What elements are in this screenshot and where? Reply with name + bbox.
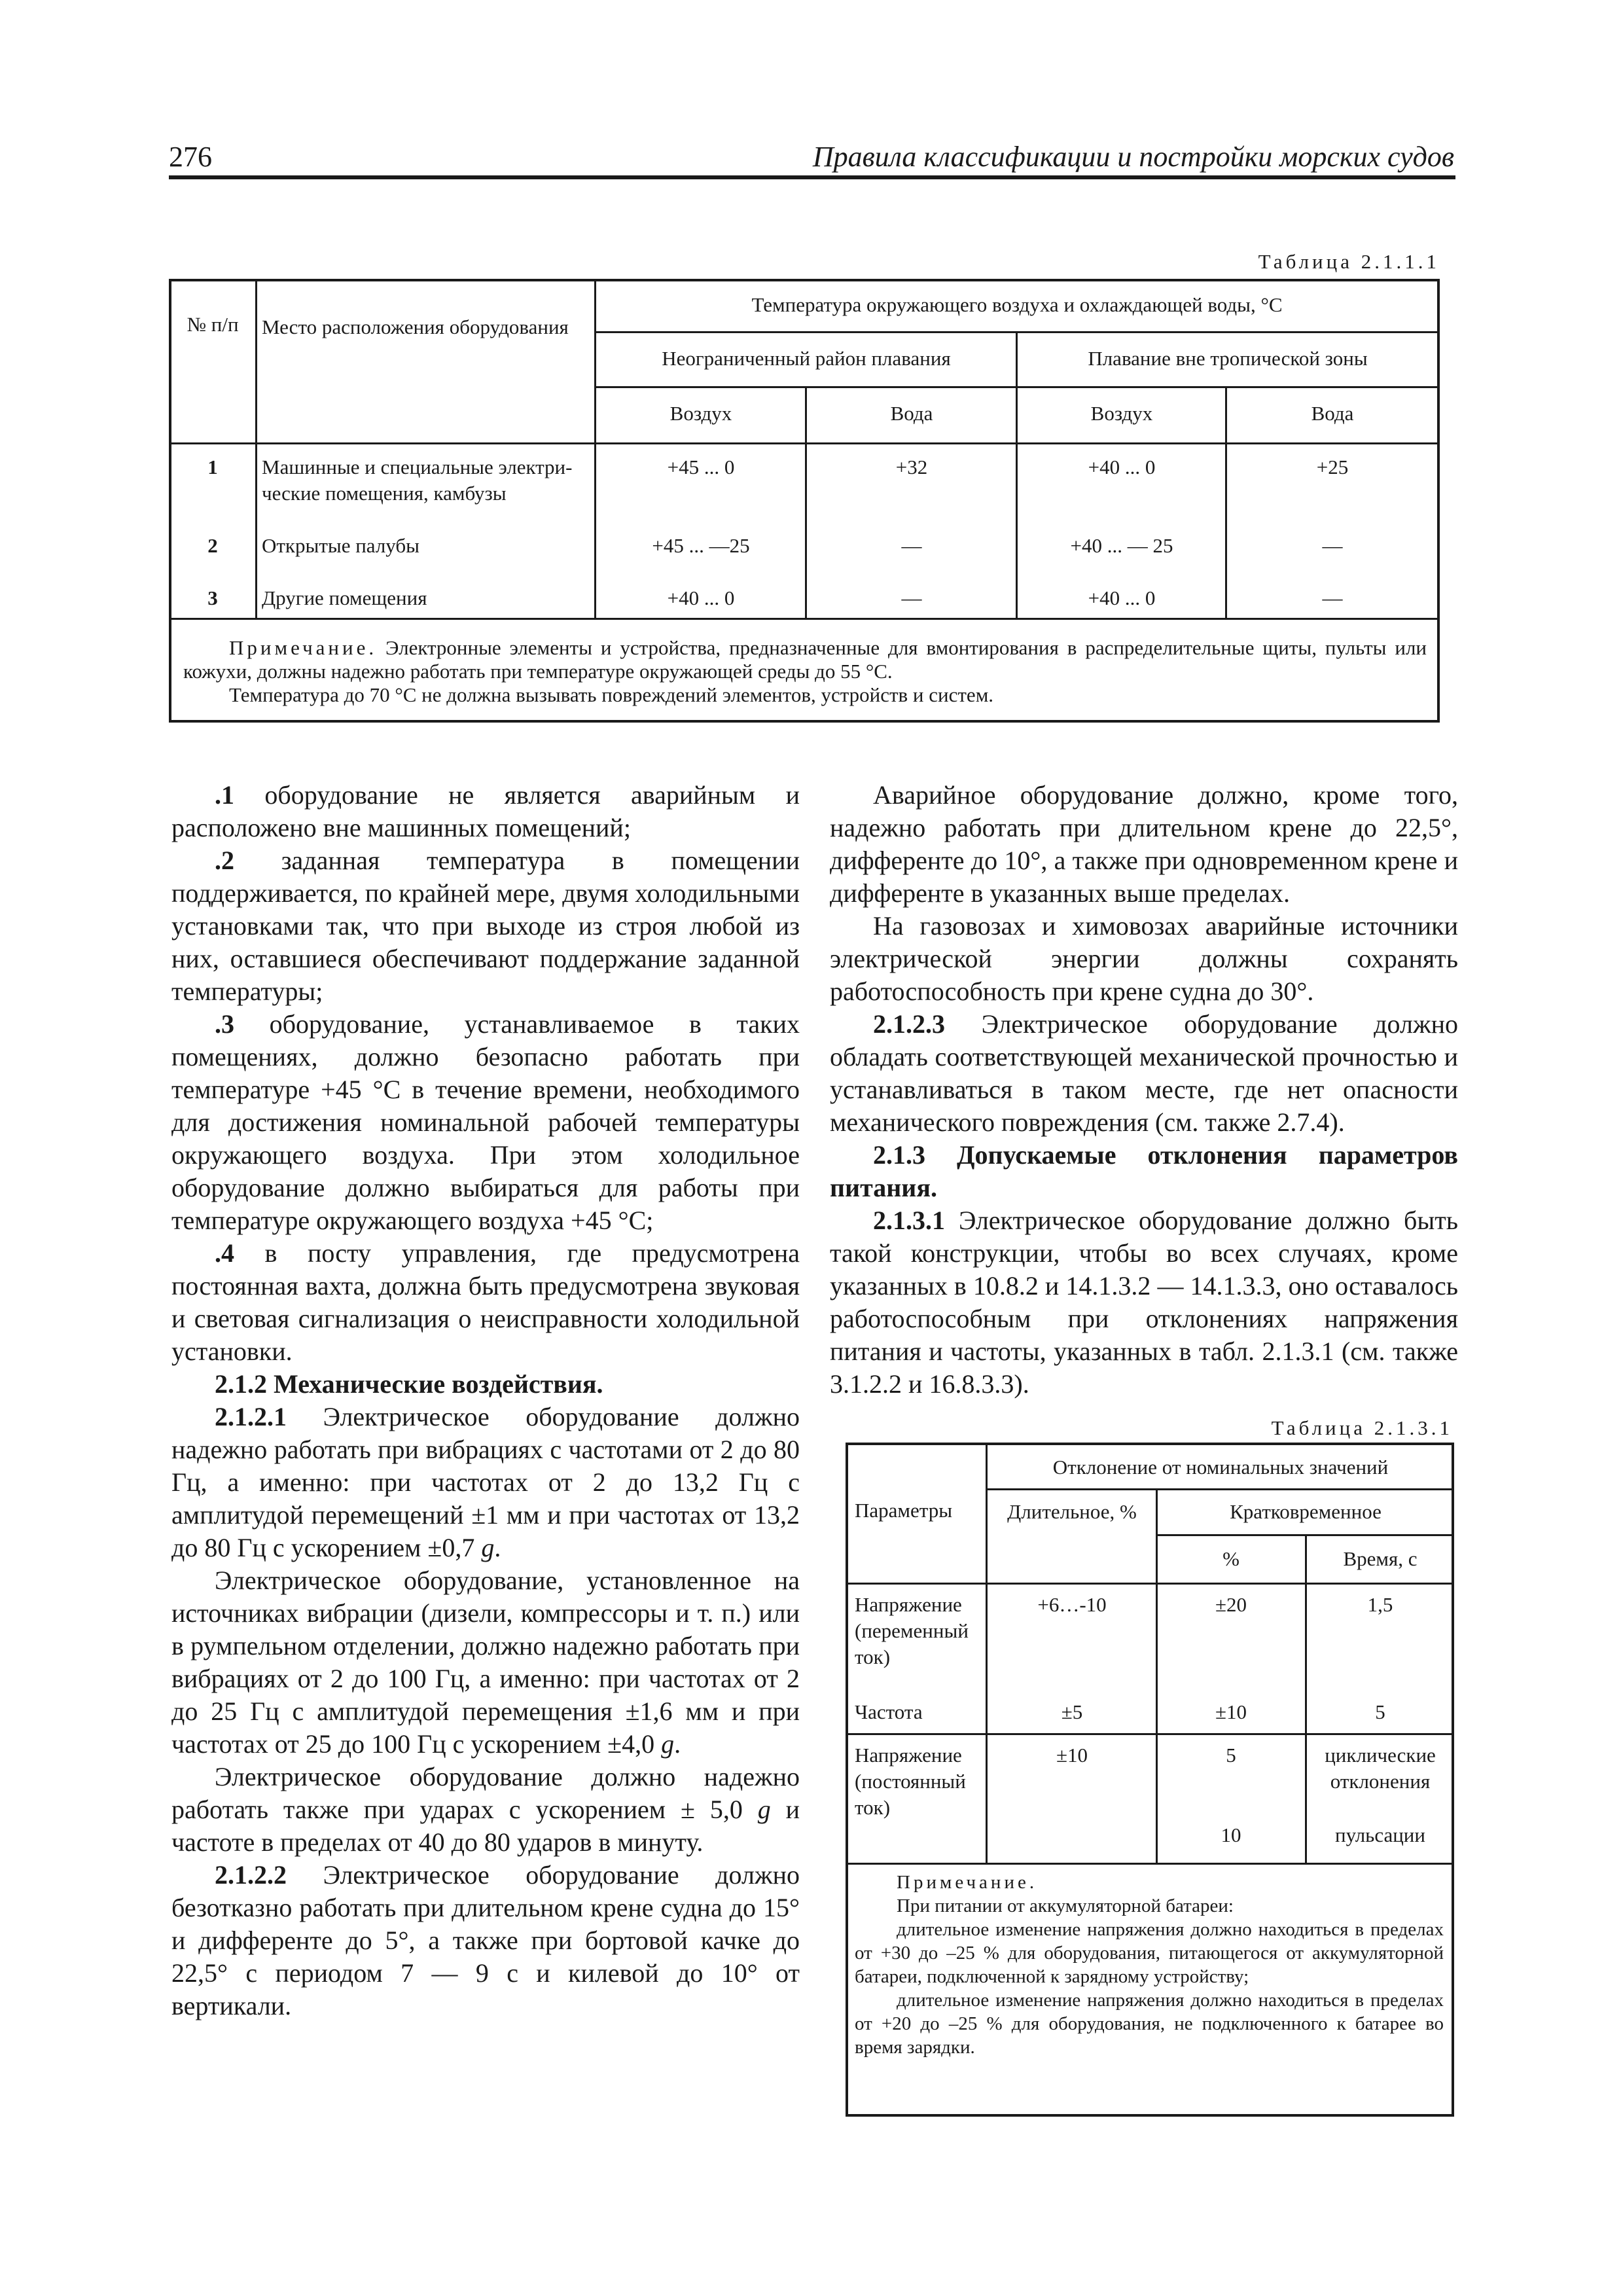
- paragraph: .2 заданная температура в помещении поддерживается, по крайней мере, двумя холодильными установками так, что при выходе из строя любой из них, оставшиеся обеспечивают поддержание заданной температуры;: [171, 846, 800, 1006]
- t2-header-long: Длительное, %: [1007, 1500, 1137, 1523]
- t2-row-value: 10: [1221, 1823, 1241, 1846]
- t2-row-value: пульсации: [1334, 1823, 1425, 1846]
- t1-header-num: № п/п: [187, 313, 239, 336]
- paragraph: 2.1.2.1 Электрическое оборудование должно надежно работать при вибрациях с частотами от 2 до 80 Гц, а именно: при частотах от 2 до 13,2 Гц с амплитудой перемещений ±1 мм и при частотах от 13,2 до 80 Гц с ускорением ±0,7 g.: [171, 1402, 800, 1562]
- t1-note-text2: Температура до 70 °C не должна вызывать повреждений элементов, устройств и систем.: [229, 683, 994, 706]
- t1-line: [594, 279, 596, 619]
- t1-header-water: Вода: [1311, 402, 1354, 425]
- t1-row-num: 2: [207, 534, 218, 557]
- t2-row-name: Частота: [855, 1700, 923, 1723]
- t1-row-value: —: [901, 534, 922, 557]
- paragraph: .1 оборудование не является аварийным и расположено вне машинных помещений;: [171, 780, 800, 842]
- t1-header-air: Воздух: [1090, 402, 1153, 425]
- t1-row-value: +45 ... —25: [652, 534, 750, 557]
- t1-row-value: +40 ... 0: [1088, 586, 1156, 609]
- t2-row-value: +6…-10: [1037, 1593, 1107, 1616]
- paragraph: 2.1.2.2 Электрическое оборудование должно безотказно работать при длительном крене судна до 15° и дифференте до 5°, а также при бортовой качке до 22,5° с периодом 7 — 9 с и килевой до 10° от вертикали.: [171, 1860, 800, 2020]
- t1-note-text: Электронные элементы и устройства, предназначенные для вмонтирования в распределительные щиты, пульты или кожухи, должны надежно работать при температуре окружающей среды до 55 °C.: [183, 636, 1427, 683]
- t2-note-line: При питании от аккумуляторной батареи:: [897, 1895, 1234, 1916]
- right-column: [830, 779, 1458, 1401]
- paragraph: 2.1.3.1 Электрическое оборудование должно быть такой конструкции, чтобы во всех случаях, кроме указанных в 10.8.2 и 14.1.3.2 — 14.1.3.3, оно оставалось работоспособным при отклонениях напряжения питания и частоты, указанных в табл. 2.1.3.1 (см. также 3.1.2.2 и 16.8.3.3).: [830, 1206, 1458, 1399]
- header-rule: [169, 175, 1455, 179]
- paragraph: 2.1.2.3 Электрическое оборудование должно обладать соответствующей механической прочностью и устанавливаться в таком месте, где нет опасности механического повреждения (см. также 2.7.4).: [830, 1009, 1458, 1137]
- t1-row-value: +40 ... — 25: [1070, 534, 1173, 557]
- t1-line: [805, 386, 807, 619]
- t1-row-value: +40 ... 0: [667, 586, 735, 609]
- t1-row-value: +40 ... 0: [1088, 456, 1156, 478]
- table1-caption: Таблица 2.1.1.1: [1258, 250, 1440, 273]
- t1-row-value: —: [1322, 586, 1343, 609]
- t2-line: [1156, 1488, 1158, 1864]
- t1-header-nontropic: Плавание вне тропической зоны: [1088, 347, 1368, 370]
- t2-note-line: длительное изменение напряжения должно находиться в пределах от +30 до –25 % для оборудования, питающегося от аккумуляторной батареи, подключенной к зарядному устройству;: [855, 1919, 1444, 1987]
- t2-note: [855, 1871, 1444, 2059]
- t2-line: [846, 1733, 1454, 1735]
- t1-row-place: Открытые палубы: [262, 534, 419, 557]
- t2-row-value: 5: [1226, 1744, 1236, 1767]
- t1-line: [169, 618, 1440, 620]
- t2-row-value: ±5: [1061, 1700, 1083, 1723]
- t2-header-params: Параметры: [855, 1499, 953, 1522]
- t2-note-line: длительное изменение напряжения должно находиться в пределах от +20 до –25 % для оборудования, не подключенного к батарее во время зарядки.: [855, 1990, 1444, 2058]
- t1-header-air: Воздух: [669, 402, 732, 425]
- t2-line: [846, 1863, 1454, 1865]
- t1-note-label: Примечание.: [229, 636, 378, 659]
- t1-row-num: 3: [207, 586, 218, 609]
- t1-line: [1225, 386, 1227, 619]
- t2-row-value: ±10: [1215, 1700, 1247, 1723]
- t1-line: [1016, 331, 1018, 619]
- t2-row-value: 5: [1375, 1700, 1385, 1723]
- t2-row-value: циклические отклонения: [1325, 1744, 1436, 1793]
- t1-row-num: 1: [207, 456, 218, 478]
- t2-line: [986, 1443, 988, 1864]
- table2-caption: Таблица 2.1.3.1: [1271, 1416, 1453, 1439]
- t1-row-value: —: [901, 586, 922, 609]
- t1-row-value: +45 ... 0: [667, 456, 735, 478]
- t2-header-dev: Отклонение от номинальных значений: [1052, 1456, 1389, 1479]
- paragraph: Электрическое оборудование должно надежно работать также при ударах с ускорением ± 5,0 g и частоте в пределах от 40 до 80 ударов в минуту.: [171, 1762, 800, 1857]
- running-title: Правила классификации и постройки морских судов: [812, 141, 1454, 173]
- t1-line: [255, 279, 257, 619]
- t2-header-short: Кратковременное: [1230, 1500, 1382, 1523]
- t1-header-unlimited: Неограниченный район плавания: [662, 347, 951, 370]
- t1-row-place: Другие помещения: [262, 586, 427, 609]
- paragraph: .3 оборудование, устанавливаемое в таких помещениях, должно безопасно работать при температуре +45 °C в течение времени, необходимого для достижения номинальной рабочей температуры окружающего воздуха. При этом холодильное оборудование должно выбираться для работы при температуре окружающего воздуха +45 °C;: [171, 1009, 800, 1235]
- t2-header-time: Время, с: [1343, 1547, 1418, 1570]
- left-column: [171, 779, 800, 2022]
- t2-line: [986, 1488, 1454, 1490]
- t1-line: [169, 442, 1440, 444]
- t2-row-value: ±10: [1056, 1744, 1088, 1767]
- t2-note-label: Примечание.: [897, 1872, 1038, 1893]
- page-number: 276: [169, 141, 212, 173]
- t2-line: [846, 1583, 1454, 1585]
- section-heading: 2.1.2 Механические воздействия.: [215, 1369, 603, 1399]
- t2-row-name: Напряжение (переменный ток): [855, 1593, 969, 1668]
- t1-header-temp: Температура окружающего воздуха и охлаждающей воды, °C: [751, 293, 1283, 316]
- t2-header-pct: %: [1222, 1547, 1240, 1570]
- t1-row-value: +32: [895, 456, 928, 478]
- t2-row-value: 1,5: [1367, 1593, 1393, 1616]
- t1-row-place: Машинные и специальные электри- ческие помещения, камбузы: [262, 456, 573, 505]
- t1-row-value: —: [1322, 534, 1343, 557]
- t1-header-place: Место расположения оборудования: [262, 315, 569, 338]
- paragraph: На газовозах и химовозах аварийные источники электрической энергии должны сохранять работоспособность при крене судна до 30°.: [830, 911, 1458, 1006]
- t1-note: [183, 636, 1427, 707]
- section-heading: 2.1.3 Допускаемые отклонения параметров питания.: [830, 1140, 1458, 1202]
- t2-row-value: ±20: [1215, 1593, 1247, 1616]
- paragraph: .4 в посту управления, где предусмотрена постоянная вахта, должна быть предусмотрена звуковая и световая сигнализация о неисправности холодильной установки.: [171, 1238, 800, 1366]
- t1-row-value: +25: [1316, 456, 1349, 478]
- t1-line: [594, 386, 1440, 388]
- t1-header-water: Вода: [890, 402, 933, 425]
- paragraph: Электрическое оборудование, установленное на источниках вибрации (дизели, компрессоры и т. п.) или в румпельном отделении, должно надежно работать при вибрациях от 2 до 100 Гц, а именно: при частотах от 2 до 25 Гц с амплитудой перемещения ±1,6 мм и при частотах от 25 до 100 Гц с ускорением ±4,0 g.: [171, 1566, 800, 1759]
- paragraph: Аварийное оборудование должно, кроме того, надежно работать при длительном крене до 22,5°, дифференте до 10°, а также при одновременном крене и дифференте в указанных выше пределах.: [830, 780, 1458, 908]
- t2-row-name: Напряжение (постоянный ток): [855, 1744, 966, 1819]
